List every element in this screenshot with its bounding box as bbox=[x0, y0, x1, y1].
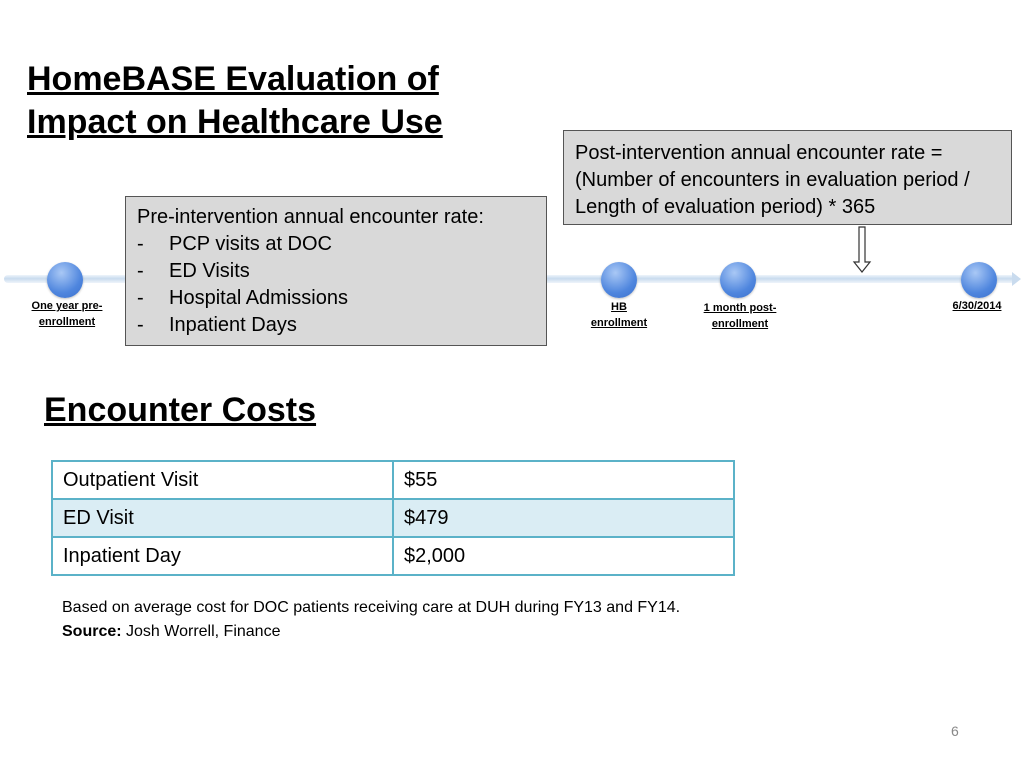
table-row bbox=[52, 499, 734, 537]
cost-source-text: Josh Worrell, Finance bbox=[126, 623, 281, 640]
list-item: - ED Visits bbox=[137, 260, 250, 282]
page-number: 6 bbox=[951, 723, 959, 739]
pre-intervention-callout bbox=[125, 196, 547, 346]
slide-title-line-1: HomeBASE Evaluation of bbox=[27, 60, 439, 98]
post-intervention-callout bbox=[563, 130, 1012, 225]
table-cell-value: $479 bbox=[393, 499, 734, 537]
cost-note bbox=[62, 596, 680, 644]
timeline-label-hb-enrollment: HB enrollment bbox=[590, 301, 648, 329]
cost-source bbox=[62, 620, 680, 644]
list-item: - PCP visits at DOC bbox=[137, 233, 332, 255]
pre-intervention-heading: Pre-intervention annual encounter rate: bbox=[137, 206, 484, 228]
post-intervention-text: Post-intervention annual encounter rate = (Number of encounters in evaluation period / Length of evaluation period) * 365 bbox=[575, 142, 970, 218]
table-cell-label: Inpatient Day bbox=[52, 537, 393, 575]
table-cell-label: Outpatient Visit bbox=[52, 461, 393, 499]
list-item: - Inpatient Days bbox=[137, 314, 297, 336]
encounter-costs-heading: Encounter Costs bbox=[44, 391, 317, 429]
timeline-node-hb-enrollment bbox=[601, 262, 637, 298]
table-row bbox=[52, 537, 734, 575]
slide-title bbox=[27, 58, 443, 144]
timeline-arrow-icon bbox=[1012, 272, 1021, 286]
timeline-label-pre-enrollment: One year pre- enrollment bbox=[31, 300, 103, 328]
pre-intervention-list bbox=[137, 231, 535, 339]
encounter-costs-table bbox=[51, 460, 735, 576]
cost-source-label: Source: bbox=[62, 623, 122, 640]
list-item: - Hospital Admissions bbox=[137, 287, 348, 309]
table-cell-label: ED Visit bbox=[52, 499, 393, 537]
table-cell-value: $55 bbox=[393, 461, 734, 499]
table-cell-value: $2,000 bbox=[393, 537, 734, 575]
cost-note-text: Based on average cost for DOC patients receiving care at DUH during FY13 and FY14. bbox=[62, 599, 681, 616]
slide-title-line-2: Impact on Healthcare Use bbox=[27, 103, 443, 141]
timeline-label-post-enrollment: 1 month post- enrollment bbox=[703, 302, 777, 330]
table-row bbox=[52, 461, 734, 499]
timeline-node-end-date bbox=[961, 262, 997, 298]
timeline-node-post-enrollment bbox=[720, 262, 756, 298]
timeline-label-end-date: 6/30/2014 bbox=[952, 300, 1002, 312]
down-arrow-icon bbox=[852, 226, 872, 274]
timeline-node-pre-enrollment bbox=[47, 262, 83, 298]
